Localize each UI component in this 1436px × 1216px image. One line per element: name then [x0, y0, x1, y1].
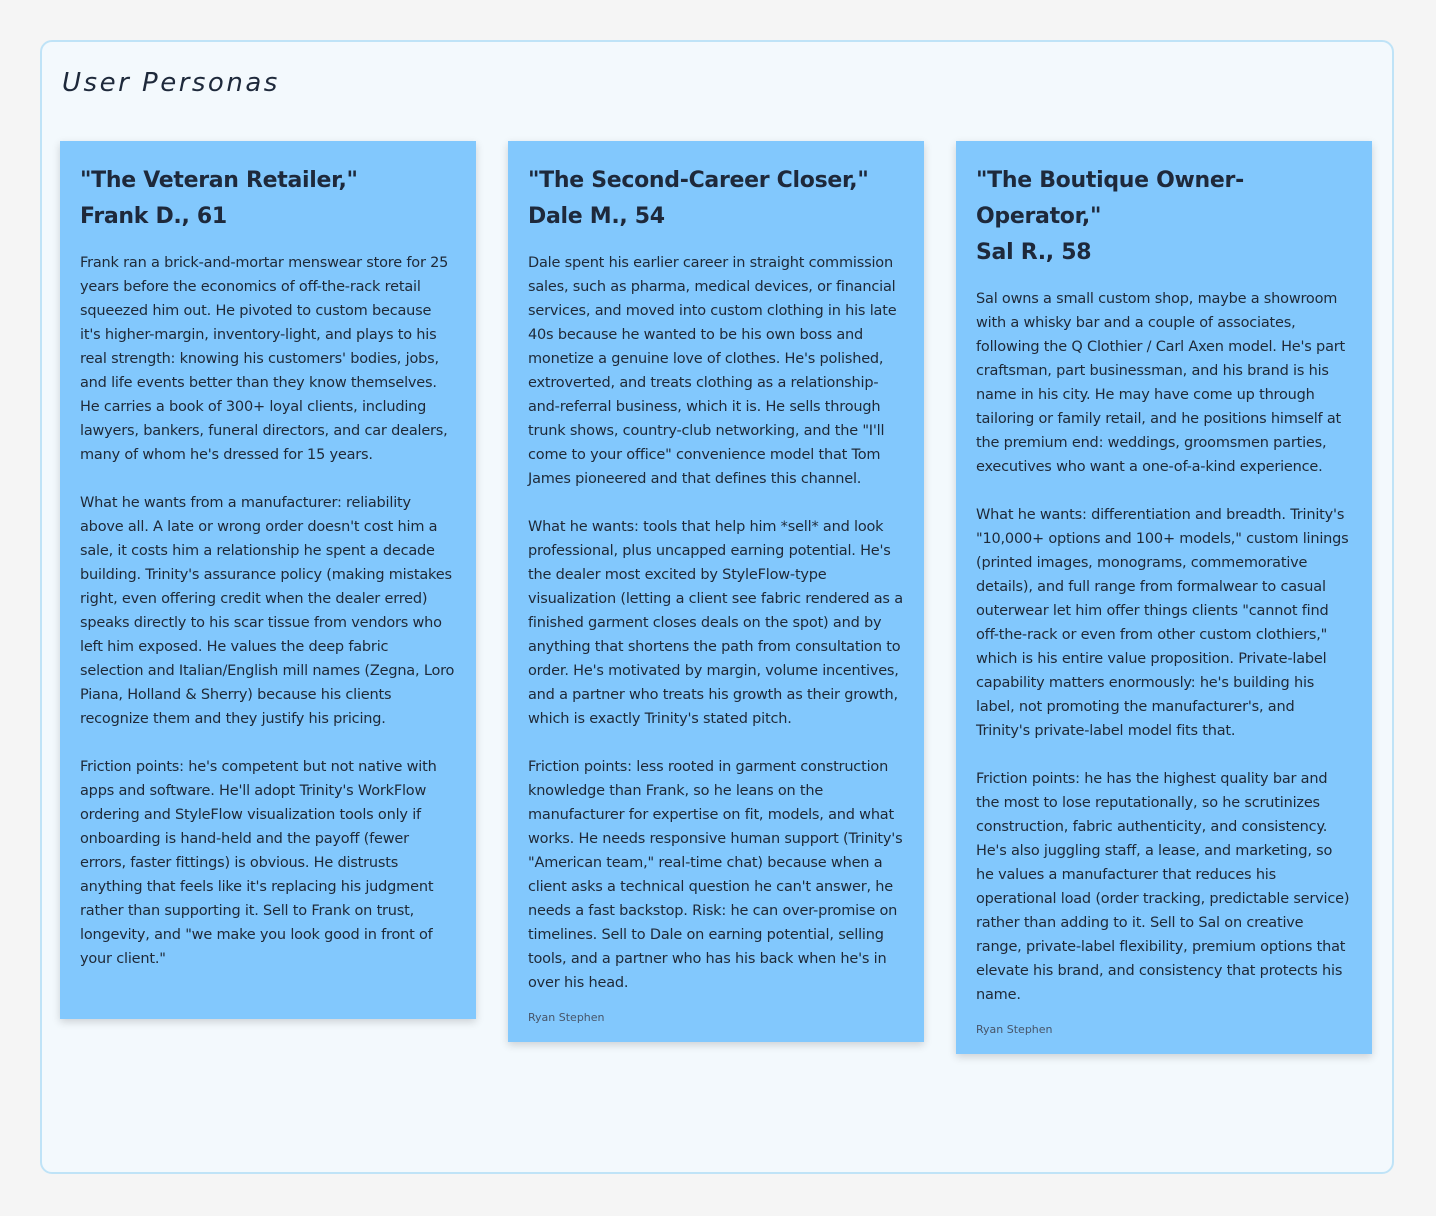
persona-friction: Friction points: he has the highest quality bar and the most to lose reputationally, so he scrutinizes construction, fabric authenticity, and consistency. He's also juggling staff, a lease, and marketing, so he values a manufacturer that reduces his operational load (order tracking, predictable service) rather than adding to it. Sell to Sal on creative range, private-label flexibility, premium options that elevate his brand, and consistency that protects his name. [976, 771, 1350, 1003]
note-author: Ryan Stephen [976, 1023, 1053, 1036]
persona-board [40, 40, 1394, 1174]
persona-wants: What he wants from a manufacturer: reliability above all. A late or wrong order doesn't cost him a sale, it costs him a relationship he spent a decade building. Trinity's assurance policy (making mistakes right, even offering credit when the dealer erred) speaks directly to his scar tissue from vendors who left him exposed. He values the deep fabric selection and Italian/English mill names (Zegna, Loro Piana, Holland & Sherry) because his clients recognize them and they justify his pricing. [80, 495, 455, 727]
persona-title [976, 163, 1352, 271]
persona-name-age: Dale M., 54 [528, 204, 665, 229]
note-author: Ryan Stephen [528, 1011, 605, 1024]
persona-note-dale[interactable] [508, 141, 924, 1042]
persona-note-frank[interactable] [60, 141, 476, 1019]
persona-wants: What he wants: differentiation and breadth. Trinity's "10,000+ options and 100+ models," custom linings (printed images, monograms, commemorative details), and full range from formalwear to casual outerwear let him offer things clients "cannot find off-the-rack or even from other custom clothiers," which is his entire value proposition. Private-label capability matters enormously: he's building his label, not promoting the manufacturer's, and Trinity's private-label model fits that. [976, 507, 1349, 739]
persona-friction: Friction points: he's competent but not native with apps and software. He'll adopt Trinity's WorkFlow ordering and StyleFlow visualization tools only if onboarding is hand-held and the payoff (fewer errors, faster fittings) is obvious. He distrusts anything that feels like it's replacing his judgment rather than supporting it. Sell to Frank on trust, longevity, and "we make you look good in front of your client." [80, 759, 437, 967]
persona-nickname: "The Veteran Retailer," [80, 168, 358, 193]
persona-title [80, 163, 456, 235]
persona-background: Sal owns a small custom shop, maybe a showroom with a whisky bar and a couple of associates, following the Q Clothier / Carl Axen model. He's part craftsman, part businessman, and his brand is his name in his city. He may have come up through tailoring or family retail, and he positions himself at the premium end: weddings, groomsmen parties, executives who want a one-of-a-kind experience. [976, 291, 1345, 475]
persona-nickname: "The Second-Career Closer," [528, 168, 869, 193]
persona-nickname: "The Boutique Owner-Operator," [976, 168, 1244, 229]
persona-friction: Friction points: less rooted in garment construction knowledge than Frank, so he leans on the manufacturer for expertise on fit, models, and what works. He needs responsive human support (Trinity's "American team," real-time chat) because when a client asks a technical question he can't answer, he needs a fast backstop. Risk: he can over-promise on timelines. Sell to Dale on earning potential, selling tools, and a partner who has his back when he's in over his head. [528, 759, 903, 991]
persona-title [528, 163, 904, 235]
persona-note-sal[interactable] [956, 141, 1372, 1054]
persona-background: Frank ran a brick-and-mortar menswear store for 25 years before the economics of off-the-rack retail squeezed him out. He pivoted to custom because it's higher-margin, inventory-light, and plays to his real strength: knowing his customers' bodies, jobs, and life events better than they know themselves. He carries a book of 300+ loyal clients, including lawyers, bankers, funeral directors, and car dealers, many of whom he's dressed for 15 years. [80, 255, 449, 463]
persona-background: Dale spent his earlier career in straight commission sales, such as pharma, medical devices, or financial services, and moved into custom clothing in his late 40s because he wanted to be his own boss and monetize a genuine love of clothes. He's polished, extroverted, and treats clothing as a relationship-and-referral business, which it is. He sells through trunk shows, country-club networking, and the "I'll come to your office" convenience model that Tom James pioneered and that defines this channel. [528, 255, 897, 487]
persona-name-age: Frank D., 61 [80, 204, 227, 229]
board-title: User Personas [62, 68, 280, 98]
persona-name-age: Sal R., 58 [976, 240, 1092, 265]
note-author [80, 987, 456, 1001]
persona-wants: What he wants: tools that help him *sell* and look professional, plus uncapped earning potential. He's the dealer most excited by StyleFlow-type visualization (letting a client see fabric rendered as a finished garment closes deals on the spot) and by anything that shortens the path from consultation to order. He's motivated by margin, volume incentives, and a partner who treats his growth as their growth, which is exactly Trinity's stated pitch. [528, 519, 903, 727]
